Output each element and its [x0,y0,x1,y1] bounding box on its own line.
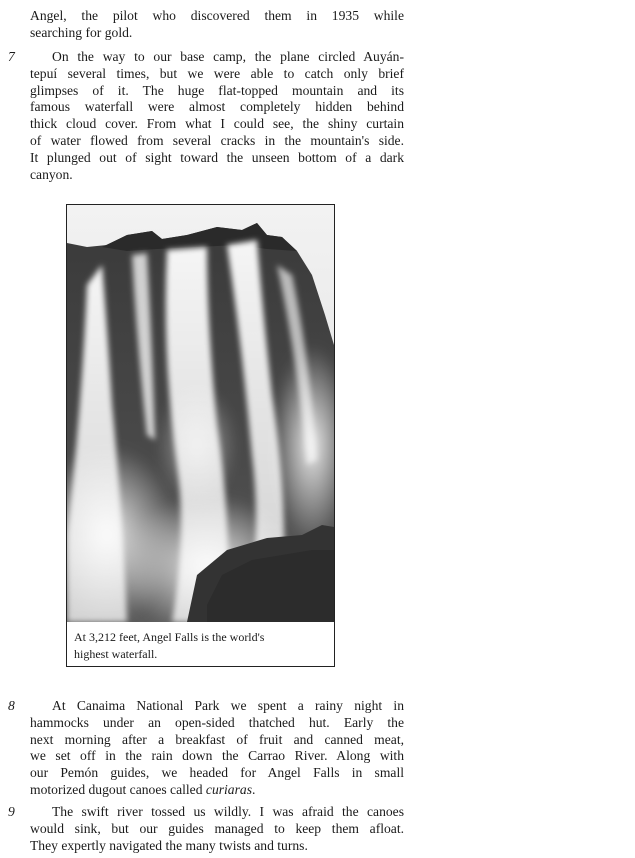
paragraph-7 [30,49,404,183]
text-line: next morning after a breakfast of fruit and canned meat, [30,731,404,747]
paragraph-8 [30,698,404,799]
text-line: It plunged out of sight toward the unseen bottom of a dark [30,149,404,165]
text-line: On the way to our base camp, the plane circled Auyán- [52,49,404,64]
figure [66,204,335,667]
text-span: . [251,781,256,797]
text-line: tepuí several times, but we were able to catch only brief [30,65,404,81]
waterfall-image [67,205,334,622]
text-line [30,782,404,799]
text-line: hammocks under an open-sided thatched hut. Early the [30,714,404,730]
text-line: searching for gold. [30,24,133,40]
text-line: glimpses of it. The huge flat-topped mountain and its [30,82,404,98]
text-line: famous waterfall were almost completely hidden behind [30,99,404,115]
paragraph-number: 9 [8,804,15,819]
text-line: Angel, the pilot who discovered them in 1935 while [30,8,404,23]
text-line: They expertly navigated the many twists and turns. [30,837,308,853]
text-line: thick cloud cover. From what I could see, the shiny curtain [30,116,404,132]
paragraph-continuation [30,8,404,42]
caption-line: highest waterfall. [74,647,158,661]
text-line: our Pemón guides, we headed for Angel Falls in small [30,765,404,781]
waterfall-photo [67,205,334,622]
text-line: At Canaima National Park we spent a rainy night in [52,698,404,713]
text-line: of water flowed from several cracks in the mountain's side. [30,132,404,148]
italic-term: curiaras [205,781,252,797]
caption-line: At 3,212 feet, Angel Falls is the world's [74,630,265,644]
figure-caption [74,629,324,663]
text-span: motorized dugout canoes called [30,781,206,797]
paragraph-9 [30,804,404,854]
paragraph-number: 8 [8,698,15,713]
text-line: canyon. [30,166,73,182]
text-line: would sink, but our guides managed to keep them afloat. [30,820,404,836]
text-line: we set off in the rain down the Carrao River. Along with [30,748,404,764]
paragraph-number: 7 [8,49,15,64]
text-line: The swift river tossed us wildly. I was afraid the canoes [52,804,404,819]
